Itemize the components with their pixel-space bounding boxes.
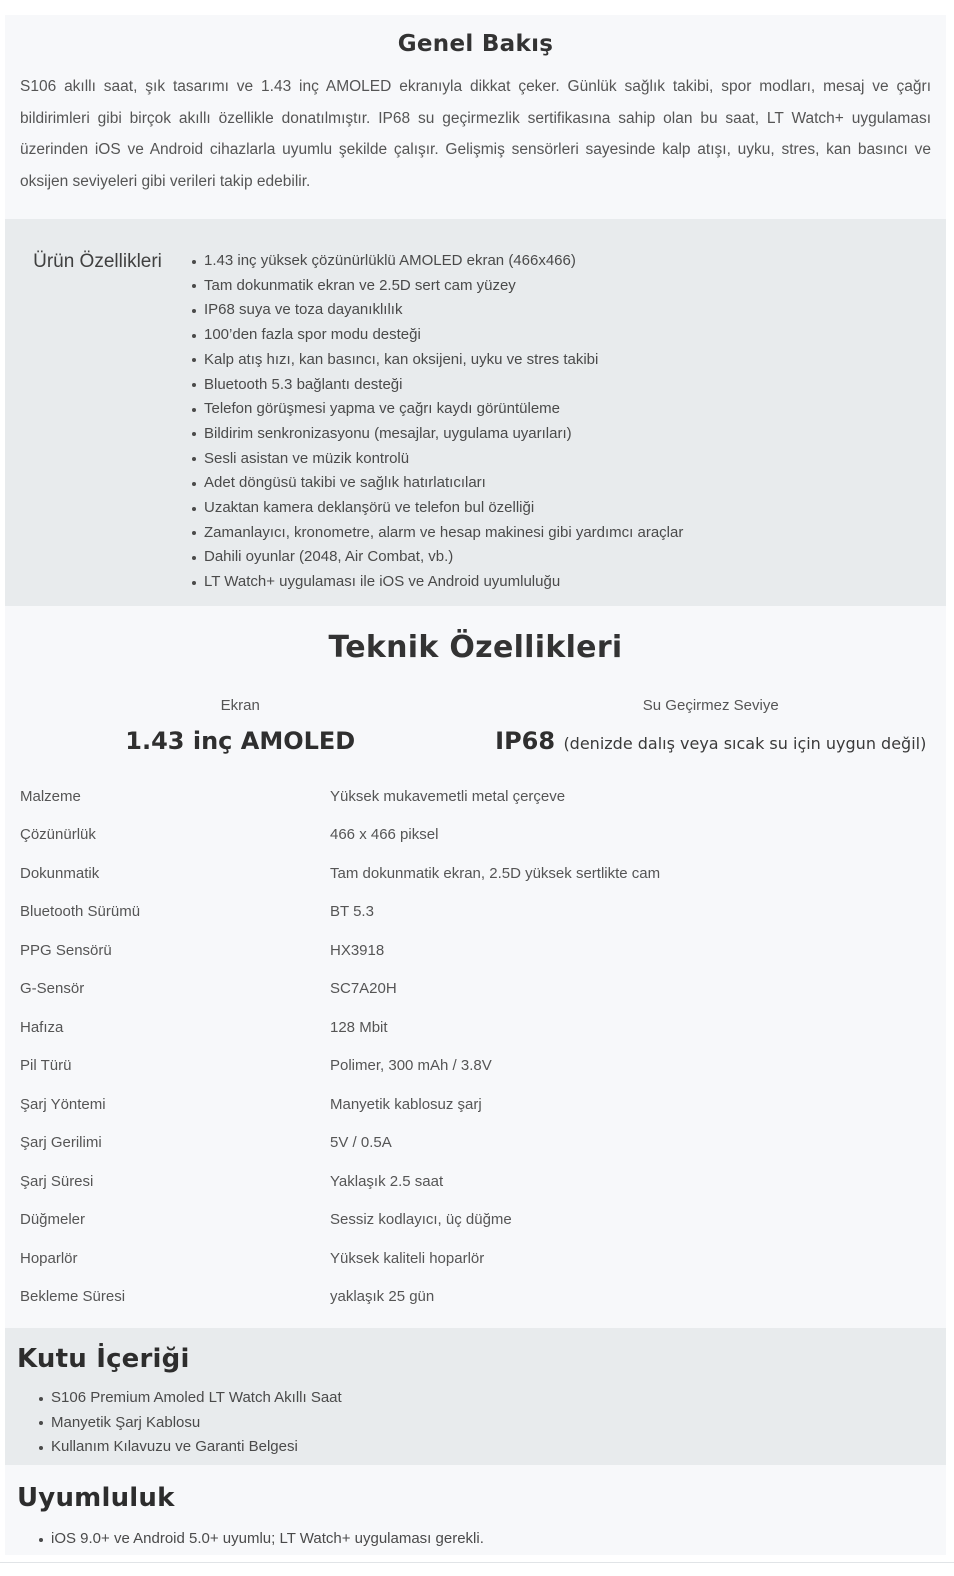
spec-value: 466 x 466 piksel	[330, 826, 439, 844]
tech-specs-section	[5, 606, 946, 1328]
spec-row	[5, 931, 946, 970]
spec-value: Yüksek kaliteli hoparlör	[330, 1249, 485, 1267]
feature-item: 1.43 inç yüksek çözünürlüklü AMOLED ekran (466x466)	[190, 249, 683, 274]
box-item: Kullanım Kılavuzu ve Garanti Belgesi	[37, 1435, 931, 1460]
highlight-screen-label: Ekran	[220, 697, 260, 714]
spec-label: Şarj Süresi	[20, 1172, 94, 1190]
spec-value: Polimer, 300 mAh / 3.8V	[330, 1057, 492, 1075]
bottom-divider	[0, 1562, 954, 1563]
feature-item: Bildirim senkronizasyonu (mesajlar, uygulama uyarıları)	[190, 422, 683, 447]
tech-highlights	[5, 681, 946, 755]
spec-value: Tam dokunmatik ekran, 2.5D yüksek sertlikte cam	[330, 864, 661, 882]
feature-item: Dahili oyunlar (2048, Air Combat, vb.)	[190, 545, 683, 570]
spec-label: Pil Türü	[20, 1057, 72, 1075]
features-label: Ürün Özellikleri	[33, 251, 162, 272]
spec-label: Bluetooth Sürümü	[20, 903, 141, 921]
feature-item: Adet döngüsü takibi ve sağlık hatırlatıcıları	[190, 471, 683, 496]
spec-row	[5, 1162, 946, 1201]
box-contents-title: Kutu İçeriği	[17, 1344, 190, 1374]
box-item: Manyetik Şarj Kablosu	[37, 1411, 931, 1436]
feature-item: Sesli asistan ve müzik kontrolü	[190, 447, 683, 472]
compatibility-section	[5, 1465, 946, 1555]
spec-row	[5, 893, 946, 932]
spec-row	[5, 1239, 946, 1278]
product-description-page	[5, 15, 946, 1563]
highlight-waterproof-value	[476, 727, 947, 755]
box-contents-list	[17, 1386, 931, 1460]
spec-row	[5, 970, 946, 1009]
feature-item: IP68 suya ve toza dayanıklılık	[190, 298, 683, 323]
feature-item: Uzaktan kamera deklanşörü ve telefon bul özelliği	[190, 496, 683, 521]
spec-value: HX3918	[330, 941, 385, 959]
highlight-waterproof-note: (denizde dalış veya sıcak su için uygun değil)	[563, 734, 927, 753]
spec-value: 128 Mbit	[330, 1018, 388, 1036]
feature-item: Zamanlayıcı, kronometre, alarm ve hesap makinesi gibi yardımcı araçlar	[190, 521, 683, 546]
spec-label: Hoparlör	[20, 1249, 78, 1267]
spec-label: Dokunmatik	[20, 864, 100, 882]
feature-item: 100’den fazla spor modu desteği	[190, 323, 683, 348]
highlight-waterproof-label: Su Geçirmez Seviye	[642, 697, 779, 714]
features-section	[5, 219, 946, 606]
compatibility-item: iOS 9.0+ ve Android 5.0+ uyumlu; LT Watch+ uygulaması gerekli.	[37, 1527, 931, 1552]
spec-label: Çözünürlük	[20, 826, 96, 844]
spec-label: Hafıza	[20, 1018, 64, 1036]
spec-value: BT 5.3	[330, 903, 374, 921]
compatibility-list	[17, 1527, 931, 1552]
overview-title: Genel Bakış	[397, 31, 554, 57]
feature-item: LT Watch+ uygulaması ile iOS ve Android uyumluluğu	[190, 570, 683, 595]
highlight-screen	[5, 681, 476, 755]
highlight-waterproof	[476, 681, 947, 755]
feature-item: Telefon görüşmesi yapma ve çağrı kaydı görüntüleme	[190, 397, 683, 422]
overview-section	[5, 15, 946, 219]
spec-value: Yüksek mukavemetli metal çerçeve	[330, 787, 566, 805]
spec-row	[5, 1124, 946, 1163]
spec-row	[5, 777, 946, 816]
highlight-screen-value-text: 1.43 inç AMOLED	[125, 727, 356, 755]
spec-row	[5, 1085, 946, 1124]
feature-item: Bluetooth 5.3 bağlantı desteği	[190, 373, 683, 398]
overview-paragraph: S106 akıllı saat, şık tasarımı ve 1.43 inç AMOLED ekranıyla dikkat çeker. Günlük sağlık takibi, spor modları, mesaj ve çağrı bildirimleri gibi birçok akıllı özellikle donatılmıştır. IP68 su geçirmezlik sertifikasına sahip olan bu saat, LT Watch+ uygulaması üzerinden iOS ve Android cihazlarla uyumlu şekilde çalışır. Gelişmiş sensörleri sayesinde kalp atışı, uyku, stres, kan basıncı ve oksijen seviyeleri gibi verileri takip edebilir.	[20, 78, 931, 190]
box-contents-section	[5, 1328, 946, 1465]
highlight-waterproof-value-text: IP68	[495, 727, 556, 755]
spec-label: Şarj Gerilimi	[20, 1134, 102, 1152]
feature-item: Tam dokunmatik ekran ve 2.5D sert cam yüzey	[190, 274, 683, 299]
highlight-screen-value	[5, 727, 476, 755]
spec-value: Yaklaşık 2.5 saat	[330, 1172, 444, 1190]
spec-label: Şarj Yöntemi	[20, 1095, 106, 1113]
spec-row	[5, 854, 946, 893]
spec-label: PPG Sensörü	[20, 941, 112, 959]
spec-row	[5, 1278, 946, 1317]
compatibility-title: Uyumluluk	[17, 1483, 175, 1513]
spec-label: Malzeme	[20, 787, 81, 805]
spec-value: yaklaşık 25 gün	[330, 1288, 435, 1306]
spec-row	[5, 1008, 946, 1047]
spec-table	[5, 777, 946, 1316]
spec-row	[5, 816, 946, 855]
spec-value: 5V / 0.5A	[330, 1134, 392, 1152]
box-item: S106 Premium Amoled LT Watch Akıllı Saat	[37, 1386, 931, 1411]
spec-value: SC7A20H	[330, 980, 397, 998]
spec-value: Sessiz kodlayıcı, üç düğme	[330, 1211, 512, 1229]
feature-item: Kalp atış hızı, kan basıncı, kan oksijeni, uyku ve stres takibi	[190, 348, 683, 373]
spec-label: Bekleme Süresi	[20, 1288, 126, 1306]
tech-specs-title: Teknik Özellikleri	[328, 630, 623, 665]
spec-label: Düğmeler	[20, 1211, 86, 1229]
spec-row	[5, 1201, 946, 1240]
spec-row	[5, 1047, 946, 1086]
spec-value: Manyetik kablosuz şarj	[330, 1095, 482, 1113]
features-list	[190, 243, 703, 606]
spec-label: G-Sensör	[20, 980, 85, 998]
